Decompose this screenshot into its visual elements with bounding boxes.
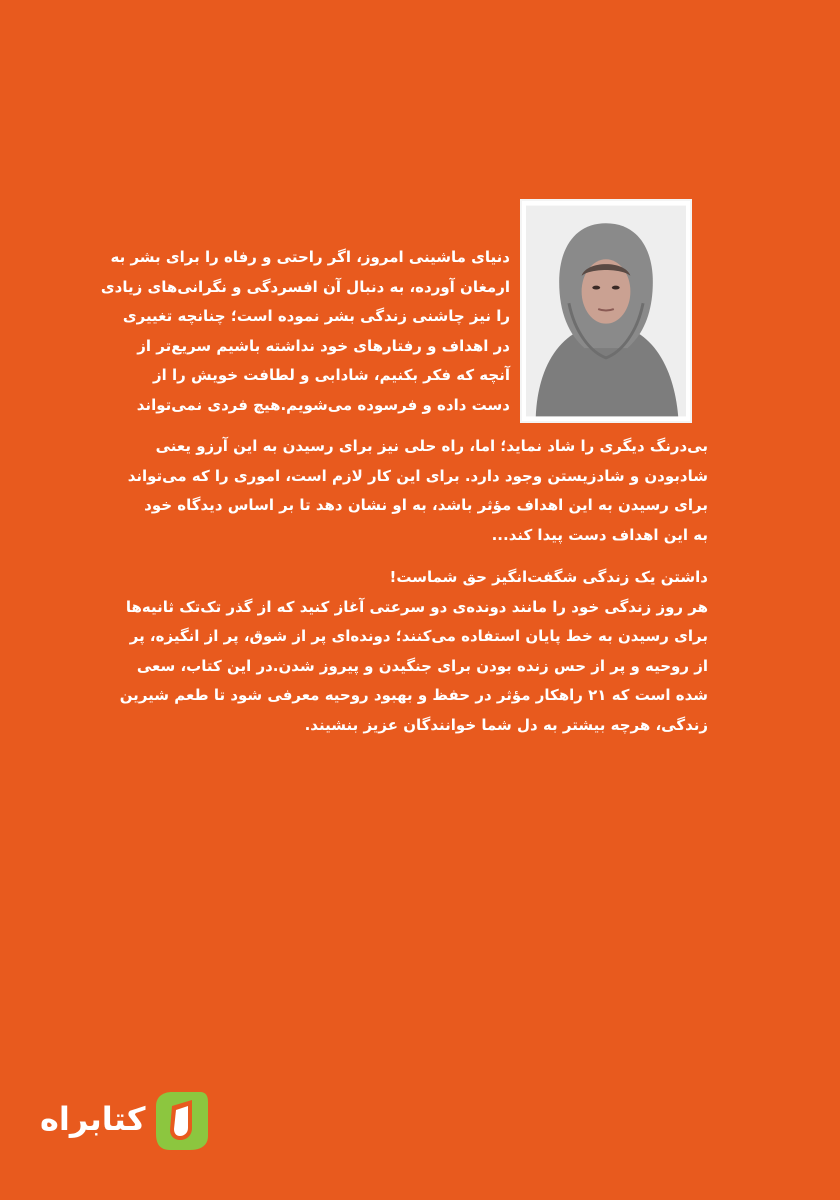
- author-photo: [520, 199, 692, 423]
- blurb-line: از روحیه و پر از حس زنده بودن برای جنگیدن و پیروز شدن.در این کتاب، سعی: [136, 656, 708, 675]
- blurb-line: را نیز چاشنی زندگی بشر نموده است؛ چنانچه تغییری: [122, 307, 510, 325]
- blurb-line: به این اهداف دست پیدا کند...: [491, 525, 708, 544]
- blurb-line: شده است که ۲۱ راهکار مؤثر در حفظ و بهبود روحیه معرفی شود تا طعم شیرین: [119, 686, 708, 704]
- blurb-line: دست داده و فرسوده می‌شویم.هیچ فردی نمی‌تواند: [136, 395, 510, 414]
- blurb-line: ارمغان آورده، به دنبال آن افسردگی و نگرانی‌های زیادی: [100, 277, 510, 296]
- blurb-line: داشتن یک زندگی شگفت‌انگیز حق شماست!: [389, 568, 708, 586]
- blurb-paragraph-2: [128, 432, 708, 550]
- blurb-line: برای رسیدن به این اهداف مؤثر باشد، به او نشان دهد تا بر اساس دیدگاه خود: [144, 496, 708, 514]
- blurb-line: برای رسیدن به خط پایان استفاده می‌کنند؛ دونده‌ای پر از شوق، پر از انگیزه، پر: [129, 627, 708, 645]
- blurb-line: آنچه که فکر بکنیم، شادابی و لطافت خویش را از: [153, 366, 510, 384]
- blurb-line: بی‌درنگ دیگری را شاد نماید؛ اما، راه حلی نیز برای رسیدن به این آرزو یعنی: [155, 437, 708, 455]
- blurb-line: زندگی، هرچه بیشتر به دل شما خوانندگان عزیز بنشیند.: [304, 715, 708, 734]
- blurb-line: هر روز زندگی خود را مانند دونده‌ی دو سرعتی آغاز کنید که از گذر تک‌تک ثانیه‌ها: [125, 597, 708, 616]
- blurb-line: در اهداف و رفتارهای خود نداشته باشیم سریع‌تر از: [137, 336, 510, 355]
- publisher-logo-text: کتابراه: [40, 1100, 146, 1138]
- blurb-paragraph-3: [120, 563, 708, 740]
- blurb-paragraph-1: [101, 243, 510, 420]
- author-portrait-icon: [526, 205, 686, 417]
- blurb-line: شادبودن و شادزیستن وجود دارد. برای این کار لازم است، اموری را که می‌تواند: [127, 466, 708, 485]
- publisher-logo: [40, 1088, 212, 1158]
- book-leaf-icon: [150, 1088, 212, 1152]
- blurb-line: دنیای ماشینی امروز، اگر راحتی و رفاه را برای بشر به: [110, 248, 510, 266]
